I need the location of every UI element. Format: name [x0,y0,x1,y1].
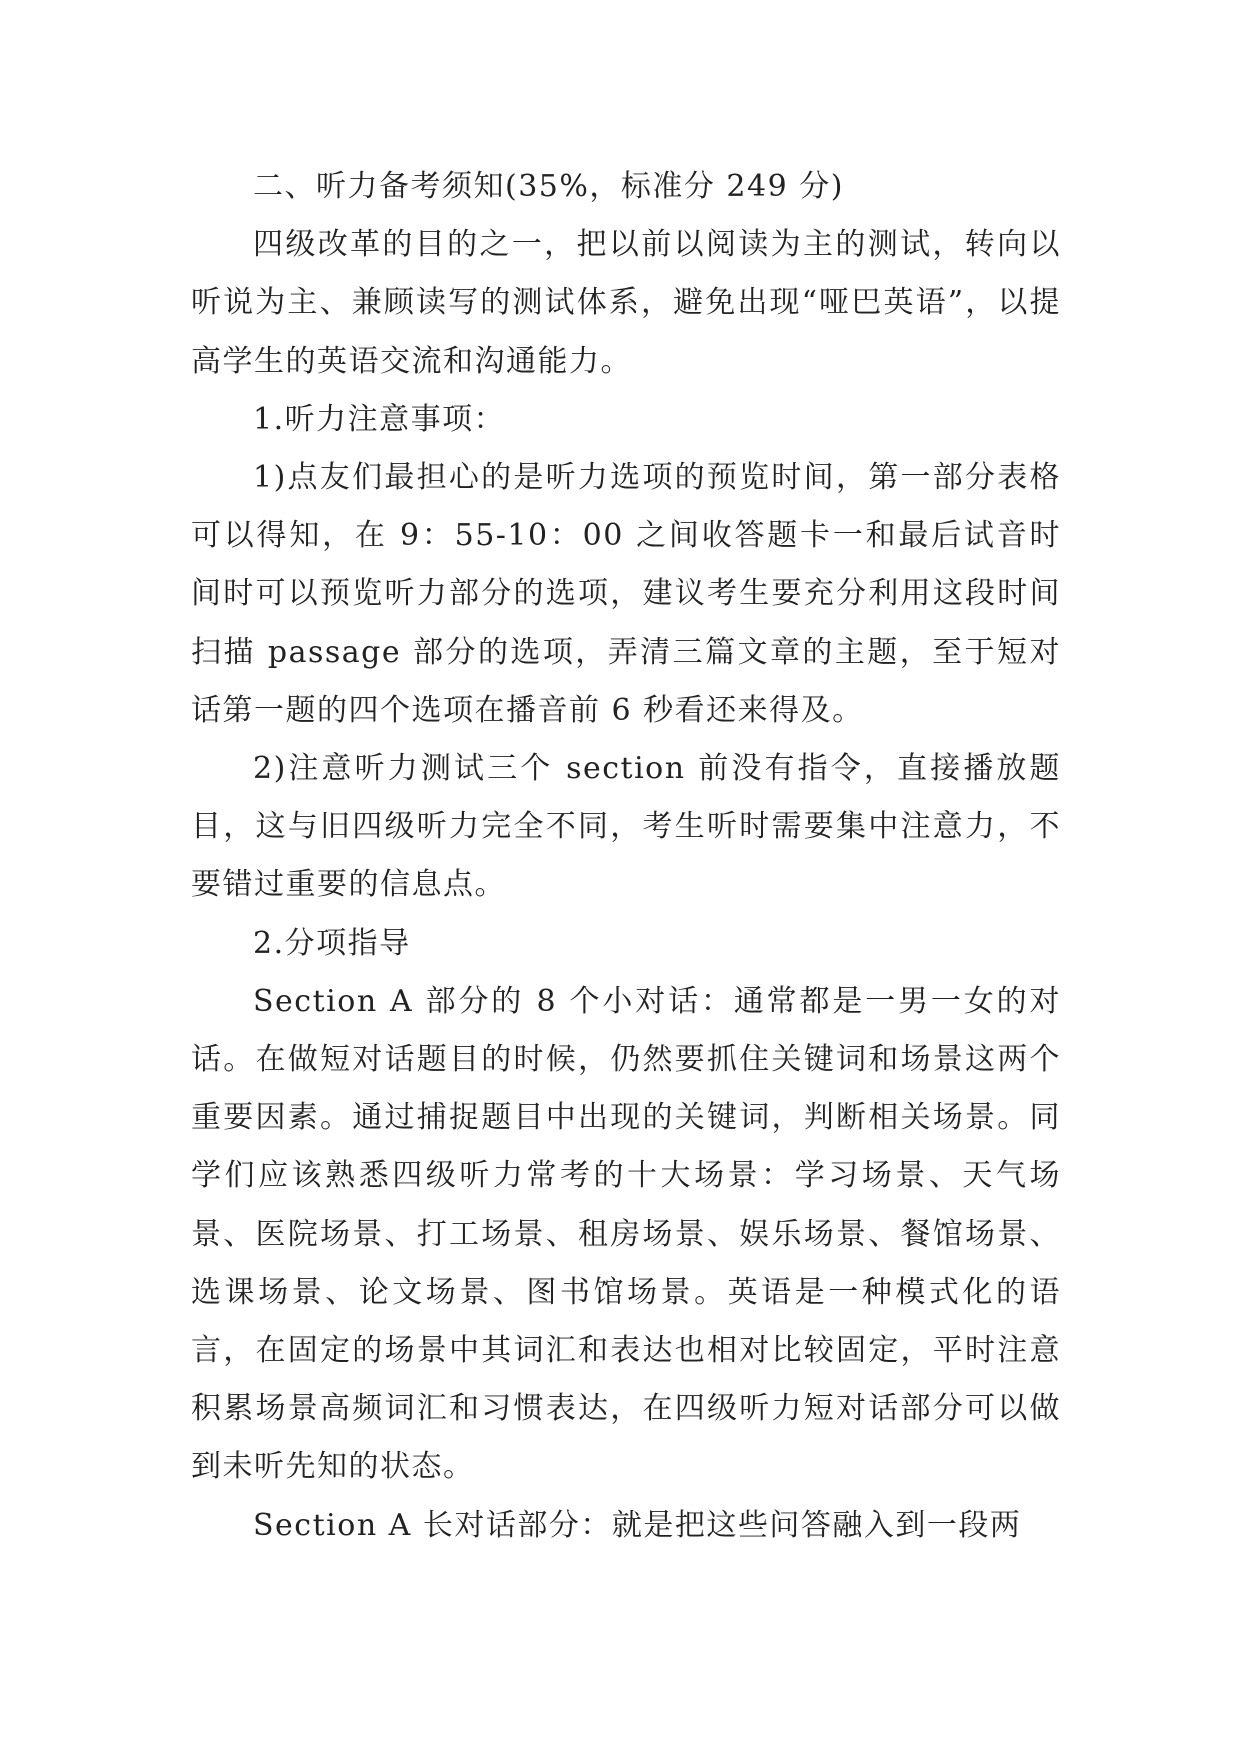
paragraph-short-dialogues: Section A 部分的 8 个小对话：通常都是一男一女的对话。在做短对话题目的时候，仍然要抓住关键词和场景这两个重要因素。通过捕捉题目中出现的关键词，判断相关场景。同学们应该熟悉四级听力常考的十大场景：学习场景、天气场景、医院场景、打工场景、租房场景、娱乐场景、餐馆场景、选课场景、论文场景、图书馆场景。英语是一种模式化的语言，在固定的场景中其词汇和表达也相对比较固定，平时注意积累场景高频词汇和习惯表达，在四级听力短对话部分可以做到未听先知的状态。 [191,983,1061,1485]
paragraph-reform-goal: 四级改革的目的之一，把以前以阅读为主的测试，转向以听说为主、兼顾读写的测试体系，避免出现“哑巴英语”，以提高学生的英语交流和沟通能力。 [191,227,1061,379]
subheading-guidance: 2.分项指导 [253,925,411,961]
document-body [191,158,1061,1555]
paragraph-no-instructions: 2)注意听力测试三个 section 前没有指令，直接播放题目，这与旧四级听力完全不同，考生听时需要集中注意力，不要错过重要的信息点。 [191,751,1061,903]
section-heading-listening: 二、听力备考须知(35%，标准分 249 分) [253,169,844,204]
paragraph-preview-time: 1)点友们最担心的是听力选项的预览时间，第一部分表格可以得知，在 9：55-10：00 之间收答题卡一和最后试音时间时可以预览听力部分的选项，建议考生要充分利用这段时间扫描 passage 部分的选项，弄清三篇文章的主题，至于短对话第一题的四个选项在播音前 6 秒看还来得及。 [191,460,1061,728]
paragraph-long-dialogues: Section A 长对话部分：就是把这些问答融入到一段两 [253,1507,1022,1543]
subheading-listening-notes: 1.听力注意事项： [253,401,506,437]
